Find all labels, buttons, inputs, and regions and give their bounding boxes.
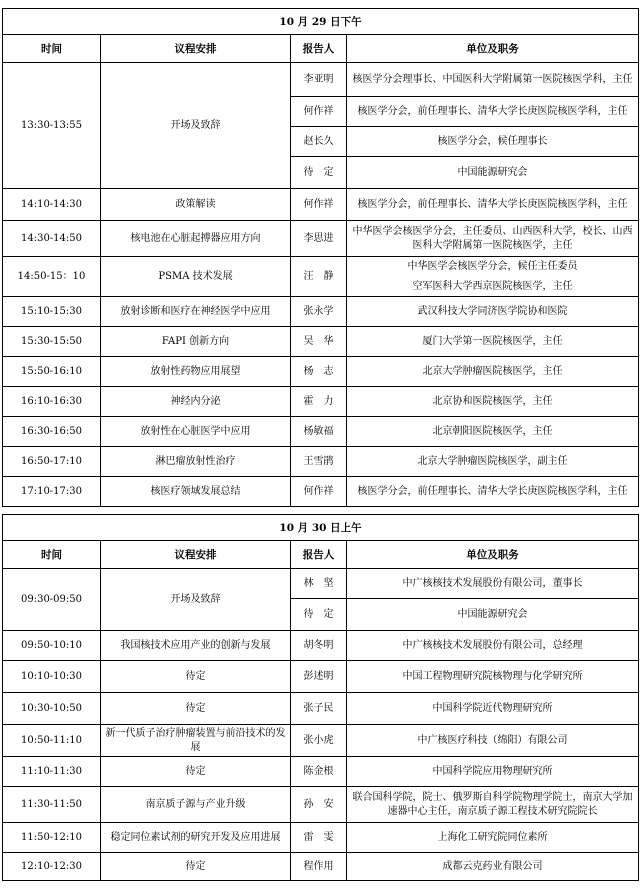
org-cell: 中华医学会核医学分会，主任委员、山西医科大学，校长、山西医科大学附属第一医院核医学，主任	[347, 221, 639, 257]
org-cell: 中国能源研究会	[347, 599, 639, 631]
speaker-cell: 张小虎	[291, 725, 347, 757]
org-cell: 核医学分会理事长、中国医科大学附属第一医院核医学科，主任	[347, 63, 639, 97]
speaker-cell: 吴 华	[291, 327, 347, 357]
table-row	[3, 221, 639, 257]
table-row	[3, 357, 639, 387]
org-cell: 中广核医疗科技（绵阳）有限公司	[347, 725, 639, 757]
topic-cell: 政策解读	[101, 189, 291, 221]
org-cell: 中国科学院应用物理研究所	[347, 757, 639, 787]
time-cell: 09:30-09:50	[3, 569, 101, 631]
time-cell: 12:10-12:30	[3, 853, 101, 881]
speaker-cell: 林 坚	[291, 569, 347, 599]
speaker-cell: 汪 静	[291, 257, 347, 297]
org-cell: 北京大学肿瘤医院核医学，副主任	[347, 447, 639, 477]
time-cell: 15:30-15:50	[3, 327, 101, 357]
time-cell: 16:30-16:50	[3, 417, 101, 447]
day-title: 10 月 30 日上午	[3, 515, 639, 541]
org-cell: 成都云克药业有限公司	[347, 853, 639, 881]
table-row	[3, 297, 639, 327]
org-cell	[347, 257, 639, 297]
speaker-cell: 胡冬明	[291, 631, 347, 661]
table-row	[3, 631, 639, 661]
topic-cell: 新一代质子治疗肿瘤装置与前沿技术的发展	[101, 725, 291, 757]
time-cell: 10:30-10:50	[3, 693, 101, 725]
org-cell: 中国科学院近代物理研究所	[347, 693, 639, 725]
org-cell: 北京朝阳医院核医学，主任	[347, 417, 639, 447]
org-cell: 厦门大学第一医院核医学，主任	[347, 327, 639, 357]
org-line: 中华医学会核医学分会，候任主任委员	[407, 260, 578, 272]
col-topic-header: 议程安排	[101, 541, 291, 569]
topic-cell: 核电池在心脏起搏器应用方向	[101, 221, 291, 257]
table-row	[3, 787, 639, 823]
org-cell: 北京协和医院核医学，主任	[347, 387, 639, 417]
col-topic-header: 议程安排	[101, 35, 291, 63]
speaker-cell: 何作祥	[291, 189, 347, 221]
speaker-cell: 赵长久	[291, 127, 347, 157]
topic-cell: 开场及致辞	[101, 63, 291, 189]
table-header-row	[3, 541, 639, 569]
time-cell: 14:10-14:30	[3, 189, 101, 221]
table-row	[3, 477, 639, 507]
time-cell: 15:10-15:30	[3, 297, 101, 327]
col-org-header: 单位及职务	[347, 35, 639, 63]
topic-cell: 待定	[101, 661, 291, 693]
speaker-cell: 张永学	[291, 297, 347, 327]
speaker-cell: 何作祥	[291, 477, 347, 507]
org-cell: 中国工程物理研究院核物理与化学研究所	[347, 661, 639, 693]
topic-cell: 南京质子源与产业升级	[101, 787, 291, 823]
col-time-header: 时间	[3, 541, 101, 569]
topic-cell: 稳定同位素试剂的研究开发及应用进展	[101, 823, 291, 853]
topic-cell: 神经内分泌	[101, 387, 291, 417]
agenda-table	[2, 8, 639, 881]
org-cell: 中国能源研究会	[347, 157, 639, 189]
org-cell: 中广核核技术发展股份有限公司，总经理	[347, 631, 639, 661]
topic-cell: FAPI 创新方向	[101, 327, 291, 357]
speaker-cell: 霍 力	[291, 387, 347, 417]
org-cell: 武汉科技大学同济医学院协和医院	[347, 297, 639, 327]
time-cell: 16:50-17:10	[3, 447, 101, 477]
time-cell: 11:10-11:30	[3, 757, 101, 787]
time-cell: 13:30-13:55	[3, 63, 101, 189]
col-speaker-header: 报告人	[291, 541, 347, 569]
speaker-cell: 张子民	[291, 693, 347, 725]
org-cell: 上海化工研究院同位素所	[347, 823, 639, 853]
table-row	[3, 189, 639, 221]
speaker-cell: 待 定	[291, 157, 347, 189]
time-cell: 11:30-11:50	[3, 787, 101, 823]
table-row	[3, 569, 639, 599]
org-cell: 中广核核技术发展股份有限公司，董事长	[347, 569, 639, 599]
table-row	[3, 447, 639, 477]
speaker-cell: 程作用	[291, 853, 347, 881]
table-row	[3, 417, 639, 447]
table-row	[3, 725, 639, 757]
topic-cell: 放射诊断和医疗在神经医学中应用	[101, 297, 291, 327]
speaker-cell: 何作祥	[291, 97, 347, 127]
topic-cell: 待定	[101, 853, 291, 881]
time-cell: 09:50-10:10	[3, 631, 101, 661]
org-line: 空军医科大学西京医院核医学，主任	[412, 280, 573, 292]
time-cell: 11:50-12:10	[3, 823, 101, 853]
speaker-cell: 孙 安	[291, 787, 347, 823]
table-header-row	[3, 35, 639, 63]
topic-cell: 待定	[101, 693, 291, 725]
org-cell: 核医学分会，前任理事长、清华大学长庚医院核医学科，主任	[347, 477, 639, 507]
org-cell: 核医学分会，前任理事长、清华大学长庚医院核医学科，主任	[347, 189, 639, 221]
time-cell: 17:10-17:30	[3, 477, 101, 507]
topic-cell: 待定	[101, 757, 291, 787]
topic-cell: 开场及致辞	[101, 569, 291, 631]
agenda-sheet	[2, 8, 638, 881]
table-row	[3, 257, 639, 297]
col-time-header: 时间	[3, 35, 101, 63]
time-cell: 14:50-15：10	[3, 257, 101, 297]
table-row	[3, 757, 639, 787]
speaker-cell: 杨敏福	[291, 417, 347, 447]
topic-cell: 我国核技术应用产业的创新与发展	[101, 631, 291, 661]
speaker-cell: 李亚明	[291, 63, 347, 97]
time-cell: 10:10-10:30	[3, 661, 101, 693]
topic-cell: 放射性药物应用展望	[101, 357, 291, 387]
topic-cell: PSMA 技术发展	[101, 257, 291, 297]
day-header	[3, 515, 639, 541]
speaker-cell: 彭述明	[291, 661, 347, 693]
table-row	[3, 387, 639, 417]
table-row	[3, 327, 639, 357]
time-cell: 16:10-16:30	[3, 387, 101, 417]
section-gap	[3, 507, 639, 515]
col-speaker-header: 报告人	[291, 35, 347, 63]
speaker-cell: 李思进	[291, 221, 347, 257]
topic-cell: 淋巴瘤放射性治疗	[101, 447, 291, 477]
time-cell: 14:30-14:50	[3, 221, 101, 257]
table-row	[3, 693, 639, 725]
org-cell: 核医学分会，候任理事长	[347, 127, 639, 157]
topic-cell: 放射性在心脏医学中应用	[101, 417, 291, 447]
table-row	[3, 823, 639, 853]
speaker-cell: 陈金根	[291, 757, 347, 787]
speaker-cell: 待 定	[291, 599, 347, 631]
speaker-cell: 雷 雯	[291, 823, 347, 853]
table-row	[3, 661, 639, 693]
org-cell: 核医学分会，前任理事长、清华大学长庚医院核医学科，主任	[347, 97, 639, 127]
col-org-header: 单位及职务	[347, 541, 639, 569]
time-cell: 15:50-16:10	[3, 357, 101, 387]
speaker-cell: 王雪鹃	[291, 447, 347, 477]
time-cell: 10:50-11:10	[3, 725, 101, 757]
day-header	[3, 9, 639, 35]
table-row	[3, 63, 639, 97]
topic-cell: 核医疗领域发展总结	[101, 477, 291, 507]
table-row	[3, 853, 639, 881]
day-title: 10 月 29 日下午	[3, 9, 639, 35]
speaker-cell: 杨 志	[291, 357, 347, 387]
org-cell: 北京大学肿瘤医院核医学，主任	[347, 357, 639, 387]
org-cell: 联合国科学院，院士、俄罗斯自科学院物理学院士，南京大学加速器中心主任，南京质子源工程技术研究院院长	[347, 787, 639, 823]
